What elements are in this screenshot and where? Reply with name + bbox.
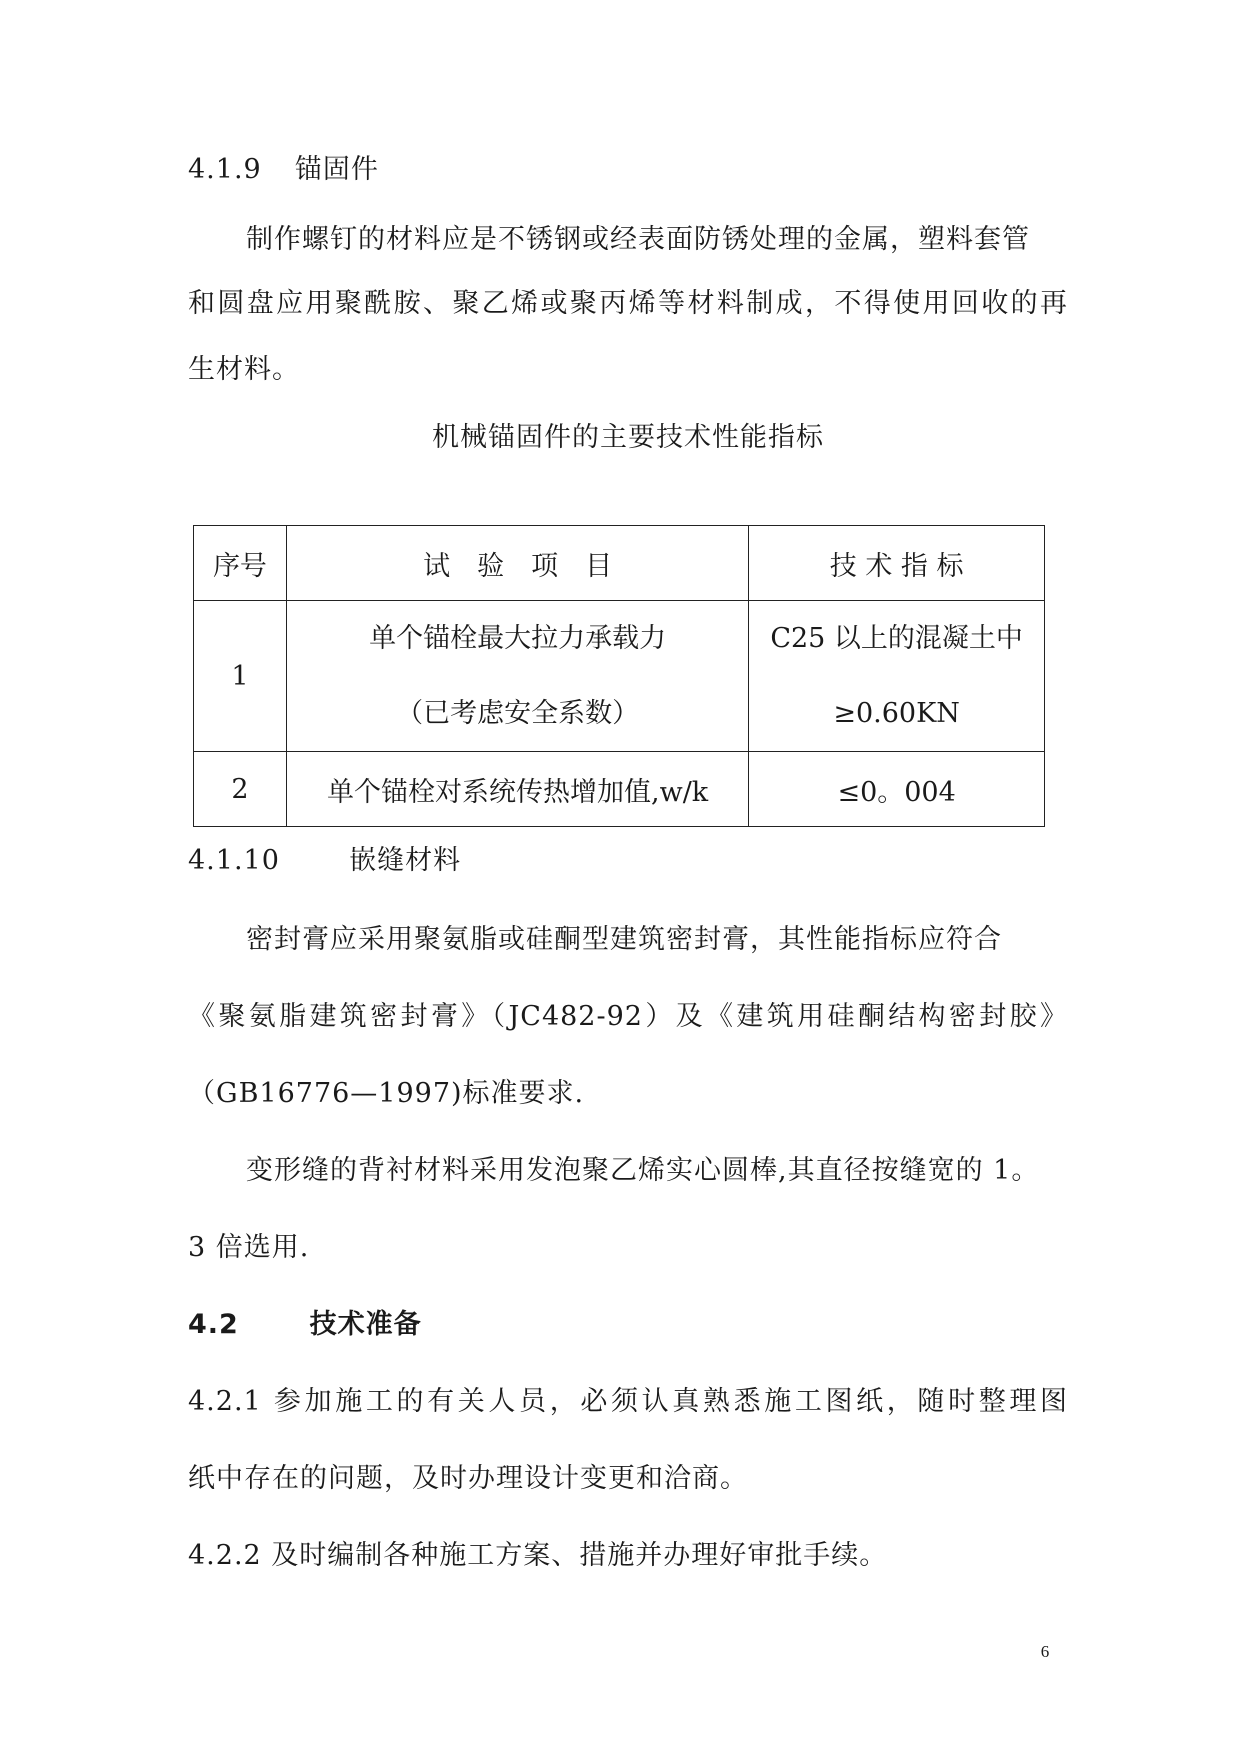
test-item-cell: 单个锚栓对系统传热增加值,w/k xyxy=(286,752,748,827)
paragraph-line: 《聚氨脂建筑密封膏》（JC482-92）及《建筑用硅酮结构密封胶》 xyxy=(188,1001,1068,1032)
section-number: 4.1.9 xyxy=(188,154,262,185)
paragraph-line: 4.2.2 及时编制各种施工方案、措施并办理好审批手续。 xyxy=(188,1540,888,1571)
section-title: 技术准备 xyxy=(309,1309,422,1340)
section-heading-4-1-9 xyxy=(188,152,1068,188)
paragraph-line: 变形缝的背衬材料采用发泡聚乙烯实心圆棒,其直径按缝宽的 1。 xyxy=(246,1155,1040,1186)
paragraph-line: 密封膏应采用聚氨脂或硅酮型建筑密封膏，其性能指标应符合 xyxy=(246,924,1002,955)
table-caption: 机械锚固件的主要技术性能指标 xyxy=(432,422,824,453)
test-item-cell xyxy=(286,601,748,752)
header-cell: 试 验 项 目 xyxy=(286,526,748,601)
table-header-row xyxy=(194,526,1045,601)
spec-table xyxy=(193,525,1045,827)
section-title: 锚固件 xyxy=(294,154,379,185)
paragraph-line: 4.2.1 参加施工的有关人员，必须认真熟悉施工图纸，随时整理图 xyxy=(188,1386,1068,1417)
spec-line: ≥0.60KN xyxy=(833,698,960,729)
paragraph-line: 纸中存在的问题，及时办理设计变更和洽商。 xyxy=(188,1463,748,1494)
row-number: 2 xyxy=(194,752,287,827)
test-item-line: 单个锚栓最大拉力承载力 xyxy=(369,623,667,654)
row-number: 1 xyxy=(194,601,287,752)
paragraph-line: 和圆盘应用聚酰胺、聚乙烯或聚丙烯等材料制成，不得使用回收的再 xyxy=(188,288,1068,319)
table-row xyxy=(194,752,1045,827)
page-number: 6 xyxy=(1040,1642,1050,1661)
table-row xyxy=(194,601,1045,752)
test-item-line: （已考虑安全系数） xyxy=(396,698,640,729)
spec-cell: ≤0。004 xyxy=(749,752,1045,827)
header-cell: 技 术 指 标 xyxy=(749,526,1045,601)
section-number: 4.1.10 xyxy=(188,845,280,876)
section-title: 嵌缝材料 xyxy=(349,845,462,876)
header-cell: 序号 xyxy=(194,526,287,601)
paragraph-line: 3 倍选用. xyxy=(188,1232,310,1263)
paragraph-line: 生材料。 xyxy=(188,354,300,385)
paragraph-line: （GB16776—1997)标准要求. xyxy=(188,1078,585,1109)
section-number: 4.2 xyxy=(188,1309,239,1340)
paragraph-line: 制作螺钉的材料应是不锈钢或经表面防锈处理的金属，塑料套管 xyxy=(246,224,1030,255)
spec-cell xyxy=(749,601,1045,752)
spec-line: C25 以上的混凝土中 xyxy=(770,623,1023,654)
section-heading-4-1-10 xyxy=(188,843,1068,879)
section-heading-4-2 xyxy=(188,1307,1068,1343)
